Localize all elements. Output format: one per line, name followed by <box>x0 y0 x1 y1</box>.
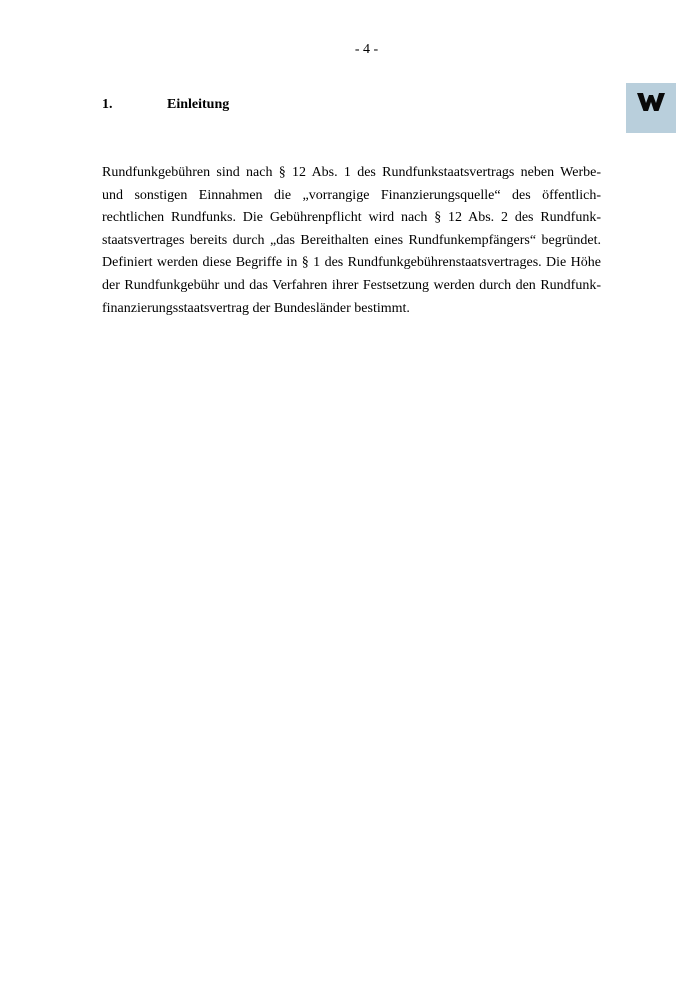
paragraph-line: Rundfunkgebühren sind nach § 12 Abs. 1 des Rundfunkstaatsvertrags neben Werbe- <box>102 165 601 180</box>
paragraph-line: und sonstigen Einnahmen die „vorrangige Finanzierungsquelle“ des öffentlich- <box>102 187 601 203</box>
w-logo <box>626 83 676 133</box>
section-title: Einleitung <box>167 97 230 112</box>
intro-paragraph <box>102 162 601 320</box>
page-number: - 4 - <box>354 42 379 57</box>
w-logo-icon <box>637 93 665 111</box>
section-number: 1. <box>102 97 113 112</box>
section-heading <box>102 97 229 113</box>
paragraph-line: finanzierungsstaatsvertrag der Bundesländer bestimmt. <box>102 300 410 316</box>
paragraph-line: rechtlichen Rundfunks. Die Gebührenpflicht wird nach § 12 Abs. 2 des Rundfunk- <box>102 210 601 226</box>
paragraph-line: staatsvertrages bereits durch „das Bereithalten eines Rundfunkempfängers“ begründet. <box>102 232 601 248</box>
paragraph-line: Definiert werden diese Begriffe in § 1 des Rundfunkgebührenstaatsvertrages. Die Höhe <box>102 255 601 271</box>
paragraph-line: der Rundfunkgebühr und das Verfahren ihrer Festsetzung werden durch den Rundfunk- <box>102 277 601 293</box>
